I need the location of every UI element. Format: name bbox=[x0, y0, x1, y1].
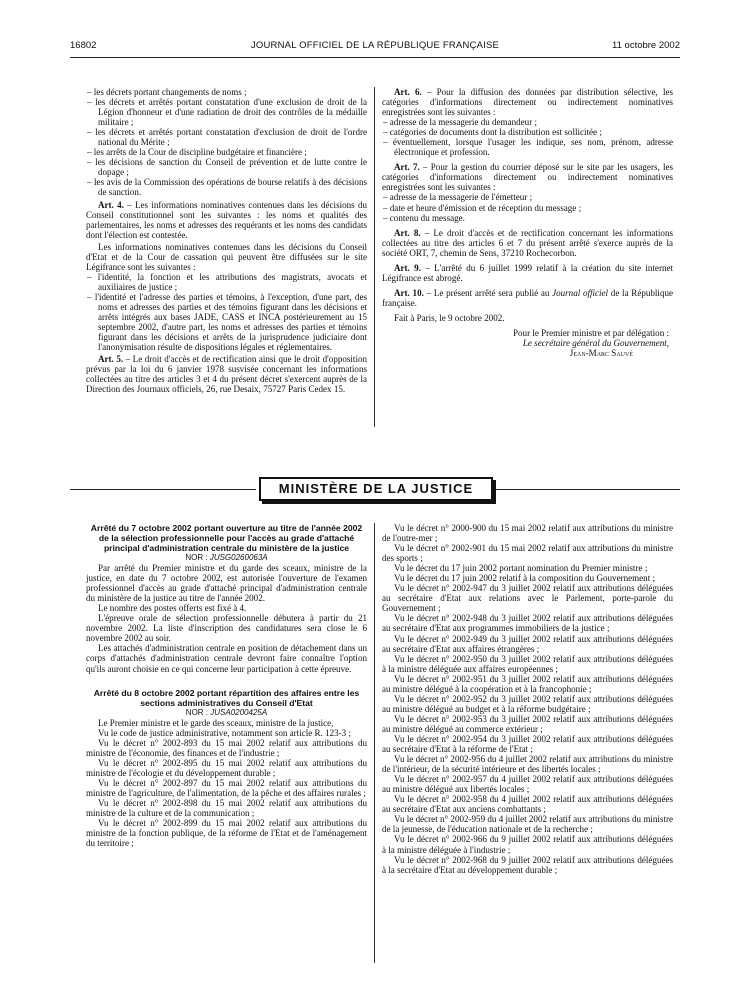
header-rule bbox=[70, 57, 680, 58]
top-right-column bbox=[382, 87, 673, 358]
article-label: Art. 6. bbox=[394, 87, 422, 97]
paragraph: Vu le décret du 17 juin 2002 portant nomination du Premier ministre ; bbox=[394, 563, 648, 574]
list-item: – contenu du message. bbox=[383, 212, 465, 223]
list-item: – les décrets portant changements de noms ; bbox=[87, 87, 247, 97]
page-header bbox=[70, 40, 680, 54]
nor-reference: NOR : JUSG0260063A bbox=[185, 553, 268, 562]
paragraph: Le Premier ministre et le garde des sceaux, ministre de la justice, bbox=[98, 717, 334, 728]
journal-name: Journal officiel bbox=[552, 287, 609, 298]
signatory-name: Jean-Marc Sauvé bbox=[569, 348, 633, 359]
paragraph: Vu le décret n° 2002-954 du 3 juillet 2002 relatif aux attributions déléguées au secrétaire d'Etat à la réforme de l'Etat ; bbox=[382, 733, 673, 755]
journal-title: JOURNAL OFFICIEL DE LA RÉPUBLIQUE FRANÇAISE bbox=[250, 40, 500, 51]
article-text: – Les informations nominatives contenues dans les décisions du Conseil constitutionnel sont les suivantes : les noms et qualités des parlementaires, les noms et adresses des requérants et les noms des candidats dont l'élection est contestée. bbox=[86, 199, 367, 240]
list-item: – date et heure d'émission et de réception du message ; bbox=[383, 202, 582, 213]
bottom-left-column bbox=[86, 523, 367, 848]
paragraph: Vu le décret n° 2002-957 du 4 juillet 2002 relatif aux attributions déléguées au ministre délégué aux libertés locales ; bbox=[382, 774, 673, 795]
article-label: Art. 4. bbox=[98, 199, 124, 210]
list-item: – l'identité et l'adresse des parties et témoins, à l'exception, d'une part, des noms et adresses des parties et des témoins figurant dans les décisions et arrêts intégrés aux bases JADE, CASS et INCA postérieurement au 15 septembre 2002, d'autre part, les noms et adresses des parties et témoins figurant dans les décisions et arrêts de la jurisprudence judiciaire dont l'anonymisation résulte de dispositions légales et réglementaires. bbox=[87, 291, 367, 353]
banner-rule-right bbox=[495, 489, 680, 490]
list-item: – éventuellement, lorsque l'usager les indique, ses nom, prénom, adresse électronique et profession. bbox=[383, 137, 673, 158]
paragraph: Vu le décret n° 2002-966 du 9 juillet 2002 relatif aux attributions déléguées à la ministre déléguée à l'industrie ; bbox=[382, 834, 673, 855]
paragraph: Par arrêté du Premier ministre et du garde des sceaux, ministre de la justice, en date du 7 octobre 2002, est autorisée l'ouverture de l'examen professionnel d'accès au grade d'attaché principal d'administration centrale du ministère de la justice au titre de l'année 2002. bbox=[86, 563, 367, 604]
paragraph: Vu le décret n° 2002-899 du 15 mai 2002 relatif aux attributions du ministre de la fonction publique, de la réforme de l'Etat et de l'aménagement du territoire ; bbox=[86, 818, 367, 849]
list-item: – les décrets et arrêtés portant constatation d'exclusion de droit de l'ordre national du Mérite ; bbox=[87, 127, 367, 148]
paragraph: Vu le décret n° 2002-898 du 15 mai 2002 relatif aux attributions du ministre de la culture et de la communication ; bbox=[86, 797, 367, 819]
article-5 bbox=[86, 354, 367, 394]
paragraph: Les attachés d'administration centrale en position de détachement dans un corps d'attachés d'administration centrale devront faire connaître l'option qu'ils auront choisie en ce qui concerne leur participation à cette épreuve. bbox=[86, 643, 367, 674]
paragraph: Vu le décret n° 2002-952 du 3 juillet 2002 relatif aux attributions déléguées au ministre délégué au budget et à la réforme budgétaire ; bbox=[382, 693, 673, 714]
paragraph: Vu le décret n° 2002-901 du 15 mai 2002 relatif aux attributions du ministre des sports ; bbox=[382, 543, 673, 564]
issue-date: 11 octobre 2002 bbox=[612, 40, 680, 51]
article-text: de la République française. bbox=[382, 287, 674, 308]
paragraph: Les informations nominatives contenues dans les décisions du Conseil d'Etat et de la Cour de cassation qui peuvent être diffusées sur le site Légifrance sont les suivantes : bbox=[86, 241, 367, 272]
banner-rule-left bbox=[70, 489, 256, 490]
article-text: – Le présent arrêté sera publié au bbox=[423, 287, 553, 298]
article-label: Art. 9. bbox=[394, 262, 421, 273]
article-text: – Pour la diffusion des données par distribution sélective, les catégories d'informations directement ou indirectement nominatives enregistrées sont les suivantes : bbox=[382, 87, 673, 118]
page-number: 16802 bbox=[70, 40, 97, 51]
top-left-column bbox=[86, 87, 367, 394]
article-text: – Pour la gestion du courrier déposé sur le site par les usagers, les catégories d'informations directement ou indirectement nominatives enregistrées sont les suivantes : bbox=[382, 162, 674, 193]
article-label: Art. 8. bbox=[394, 227, 421, 238]
list-item: – les arrêts de la Cour de discipline budgétaire et financière ; bbox=[87, 147, 307, 158]
paragraph: Vu le décret n° 2002-956 du 4 juillet 2002 relatif aux attributions du ministre de l'intérieur, de la sécurité intérieure et des libertés locales ; bbox=[382, 754, 673, 775]
paragraph: Vu le décret n° 2002-951 du 3 juillet 2002 relatif aux attributions déléguées au ministre délégué à la coopération et à la francophonie ; bbox=[382, 673, 673, 694]
signature-line: Pour le Premier ministre et par délégation : bbox=[512, 327, 669, 338]
nor-reference: NOR : JUSA0200425A bbox=[185, 707, 268, 717]
article-text: – Le droit d'accès et de rectification ainsi que le droit d'opposition prévus par la loi du 6 janvier 1978 susvisée concernant les informations collectées au titre des articles 3 et 4 du présent décret s'exercent auprès de la Direction des Journaux officiels, 26, rue Desaix, 75727 Paris Cedex 15. bbox=[86, 354, 367, 395]
list-item: – catégories de documents dont la distribution est sollicitée ; bbox=[383, 127, 602, 138]
list-item: – les avis de la Commission des opérations de bourse relatifs à des décisions de sanction. bbox=[87, 177, 367, 198]
list-item: – l'identité, la fonction et les attributions des magistrats, avocats et auxiliaires de justice ; bbox=[87, 271, 367, 292]
paragraph: Vu le décret n° 2002-895 du 15 mai 2002 relatif aux attributions du ministre de l'écologie et du développement durable ; bbox=[86, 757, 367, 778]
ministry-title: MINISTÈRE DE LA JUSTICE bbox=[259, 477, 493, 501]
article-text: – L'arrêté du 6 juillet 1999 relatif à la création du site internet Légifrance est abrogé. bbox=[382, 262, 674, 283]
article-4 bbox=[86, 200, 367, 240]
paragraph: Vu le décret n° 2002-893 du 15 mai 2002 relatif aux attributions du ministre de l'économie, des finances et de l'industrie ; bbox=[86, 737, 367, 758]
paragraph: Vu le décret n° 2002-958 du 4 juillet 2002 relatif aux attributions déléguées au secrétaire d'Etat aux anciens combattants ; bbox=[382, 794, 673, 815]
article-9 bbox=[382, 263, 673, 283]
column-divider-bottom bbox=[374, 523, 375, 963]
article-label: Art. 10. bbox=[394, 287, 424, 298]
paragraph: Vu le décret n° 2002-948 du 3 juillet 2002 relatif aux attributions déléguées au secrétaire d'Etat aux programmes immobiliers de la justice ; bbox=[382, 613, 673, 634]
article-7 bbox=[382, 162, 673, 192]
paragraph: Vu le décret n° 2002-950 du 3 juillet 2002 relatif aux attributions déléguées à la ministre déléguée aux affaires européennes ; bbox=[382, 653, 673, 674]
paragraph: Vu le décret n° 2000-900 du 15 mai 2002 relatif aux attributions du ministre de l'outre-mer ; bbox=[382, 523, 673, 544]
article-10 bbox=[382, 288, 673, 308]
list-item: – les décrets et arrêtés portant constatation d'une exclusion de droit de la Légion d'honneur et d'une radiation de droit des contrôles de la médaille militaire ; bbox=[87, 97, 367, 128]
article-label: Art. 5. bbox=[98, 354, 124, 365]
article-label: Art. 7. bbox=[394, 162, 420, 173]
list-item: – adresse de la messagerie du demandeur ; bbox=[383, 117, 537, 128]
decree-title: Arrêté du 7 octobre 2002 portant ouverture au titre de l'année 2002 de la sélection professionnelle pour l'accès au grade d'attaché principal d'administration centrale du ministère de la justice bbox=[90, 523, 363, 553]
paragraph: L'épreuve orale de sélection professionnelle débutera à partir du 21 novembre 2002. La liste d'inscription des candidatures sera close le 6 novembre 2002 au soir. bbox=[86, 613, 367, 644]
list-item: – les décisions de sanction du Conseil de prévention et de lutte contre le dopage ; bbox=[87, 157, 367, 178]
signature-title: Le secrétaire général du Gouvernement, bbox=[522, 338, 669, 349]
column-divider-top bbox=[374, 87, 375, 427]
list-item: – adresse de la messagerie de l'émetteur ; bbox=[383, 192, 533, 203]
article-text: – Le droit d'accès et de rectification concernant les informations collectées au titre des articles 6 et 7 du présent arrêté s'exerce auprès de la société ORT, 7, chemin de Sens, 37210 Rochecorbon. bbox=[382, 227, 673, 258]
paragraph: Vu le décret n° 2002-949 du 3 juillet 2002 relatif aux attributions déléguées au secrétaire d'Etat aux affaires étrangères ; bbox=[382, 633, 673, 654]
decree-title: Arrêté du 8 octobre 2002 portant répartition des affaires entre les sections administratives du Conseil d'Etat bbox=[93, 687, 360, 708]
paragraph: Vu le décret n° 2002-968 du 9 juillet 2002 relatif aux attributions déléguées à la secrétaire d'Etat au développement durable ; bbox=[382, 854, 673, 875]
paragraph: Vu le décret n° 2002-947 du 3 juillet 2002 relatif aux attributions déléguées au secrétaire d'Etat aux relations avec le Parlement, porte-parole du Gouvernement ; bbox=[382, 583, 673, 614]
article-6 bbox=[382, 87, 673, 117]
paragraph: Le nombre des postes offerts est fixé à 4. bbox=[98, 603, 247, 614]
paragraph: Vu le décret n° 2002-959 du 4 juillet 2002 relatif aux attributions du ministre de la jeunesse, de l'éducation nationale et de la recherche ; bbox=[382, 814, 673, 835]
paragraph: Vu le décret n° 2002-897 du 15 mai 2002 relatif aux attributions du ministre de l'agriculture, de l'alimentation, de la pêche et des affaires rurales ; bbox=[86, 777, 367, 798]
bottom-right-column bbox=[382, 523, 673, 875]
paragraph: Vu le code de justice administrative, notamment son article R. 123-3 ; bbox=[98, 727, 351, 738]
signing-place-date: Fait à Paris, le 9 octobre 2002. bbox=[394, 312, 505, 323]
article-8 bbox=[382, 228, 673, 258]
paragraph: Vu le décret n° 2002-953 du 3 juillet 2002 relatif aux attributions déléguées au ministre délégué au commerce extérieur ; bbox=[382, 713, 673, 734]
paragraph: Vu le décret du 17 juin 2002 relatif à la composition du Gouvernement ; bbox=[394, 573, 655, 584]
